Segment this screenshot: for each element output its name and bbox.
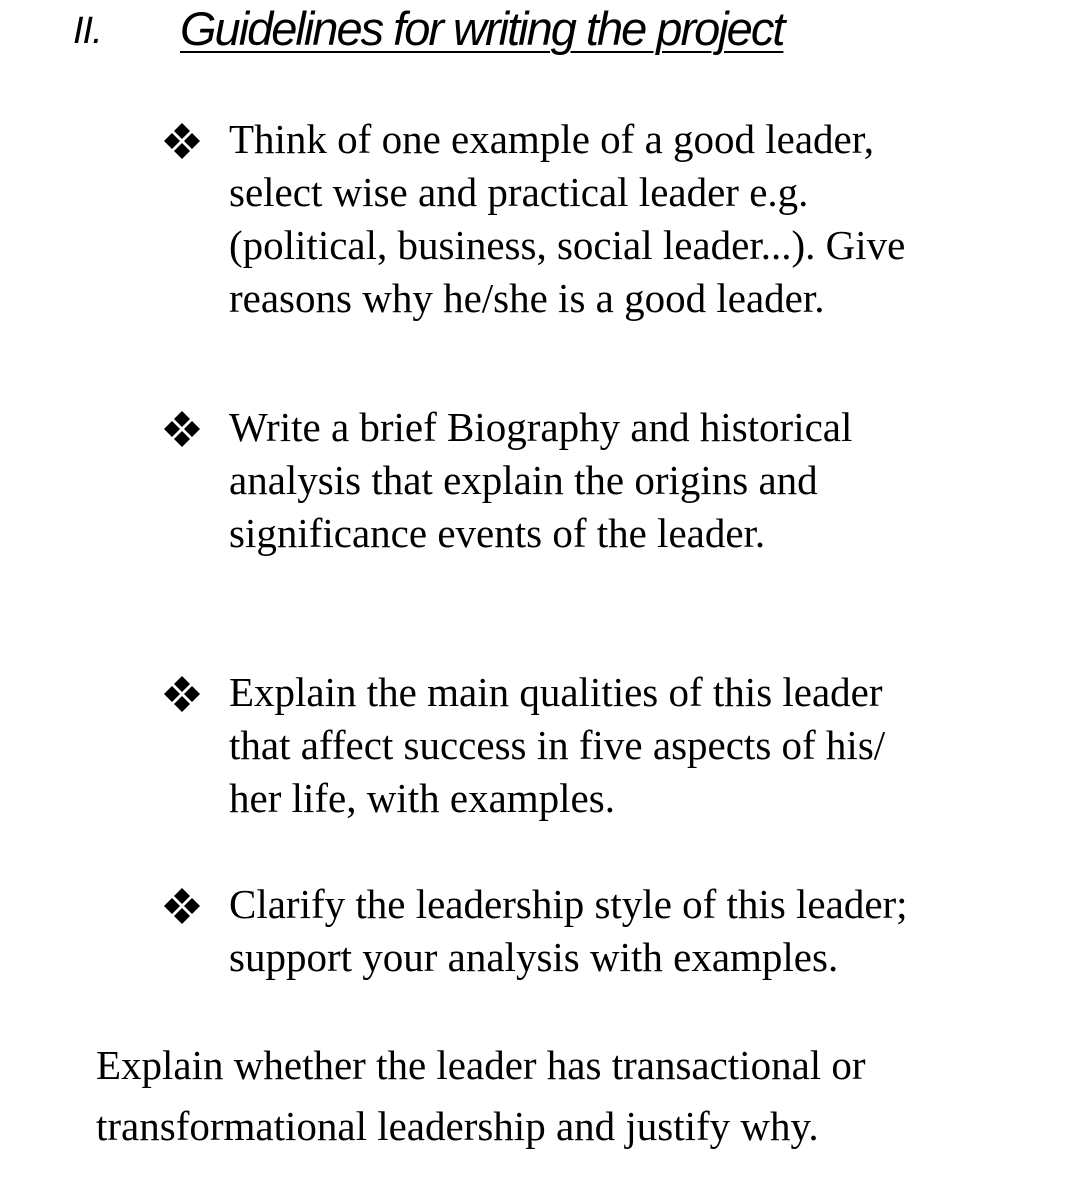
section-title: Guidelines for writing the project — [180, 2, 784, 55]
four-diamond-bullet-icon — [160, 113, 204, 166]
four-diamond-bullet-icon — [160, 878, 204, 931]
four-diamond-bullet-icon — [160, 401, 204, 454]
bullet-text: Write a brief Biography and historical analysis that explain the origins and significance events of the leader. — [229, 404, 853, 556]
bullet-text: Explain the main qualities of this leader that affect success in five aspects of his/ her life, with examples. — [229, 669, 886, 821]
section-number: II. — [73, 10, 102, 52]
four-diamond-bullet-icon — [160, 666, 204, 719]
bullet-text: Think of one example of a good leader, select wise and practical leader e.g. (political, business, social leader...). Give reasons why he/she is a good leader. — [229, 116, 906, 321]
closing-paragraph: Explain whether the leader has transactional or transformational leadership and justify why. — [96, 1042, 866, 1149]
section-heading — [0, 0, 1080, 70]
bullet-text: Clarify the leadership style of this leader; support your analysis with examples. — [229, 881, 908, 980]
